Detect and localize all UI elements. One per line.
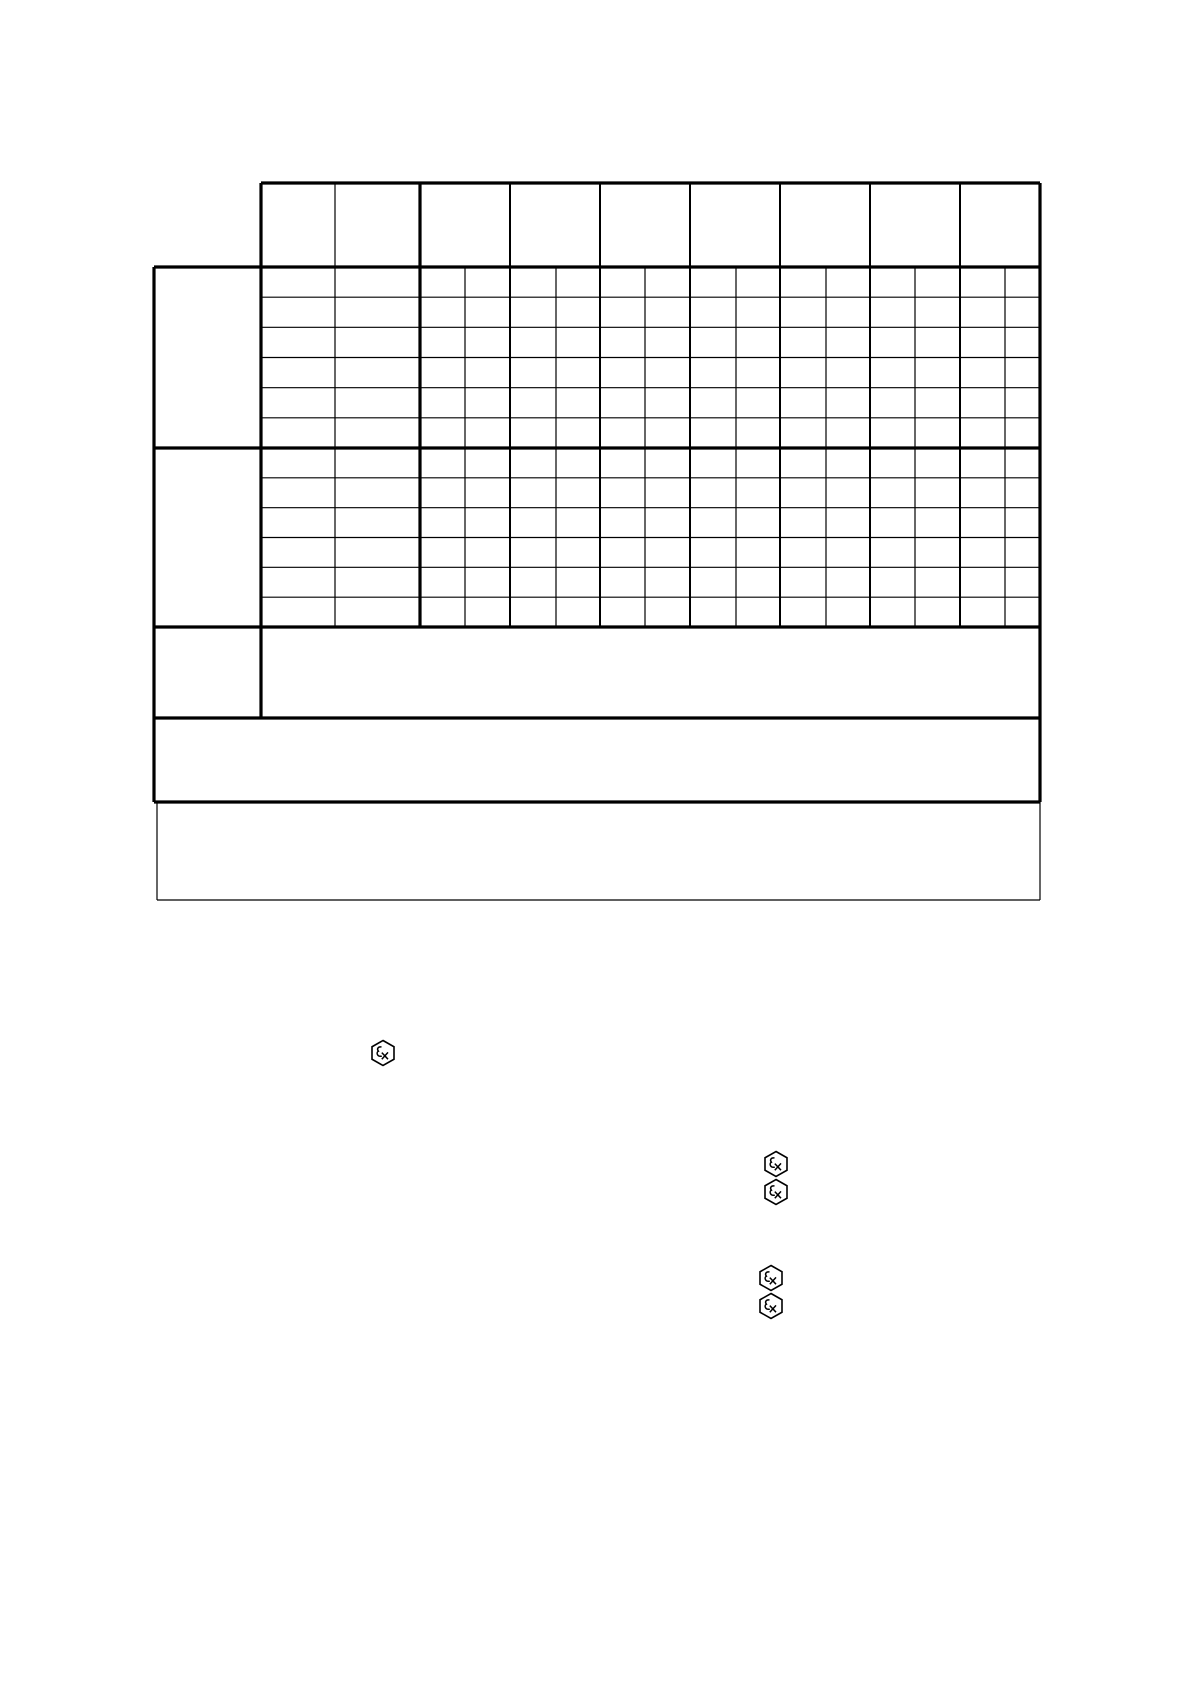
form-grid — [154, 183, 1040, 900]
ex-explosion-protection-icon — [757, 1292, 785, 1320]
ex-mark-b — [762, 1150, 790, 1178]
ex-mark-c — [762, 1178, 790, 1206]
ex-explosion-protection-icon — [369, 1039, 397, 1067]
ex-explosion-protection-icon — [757, 1264, 785, 1292]
ex-mark-d — [757, 1264, 785, 1292]
ex-mark-a — [369, 1039, 397, 1067]
ex-explosion-protection-icon — [762, 1150, 790, 1178]
ex-explosion-protection-icon — [762, 1178, 790, 1206]
ex-mark-e — [757, 1292, 785, 1320]
